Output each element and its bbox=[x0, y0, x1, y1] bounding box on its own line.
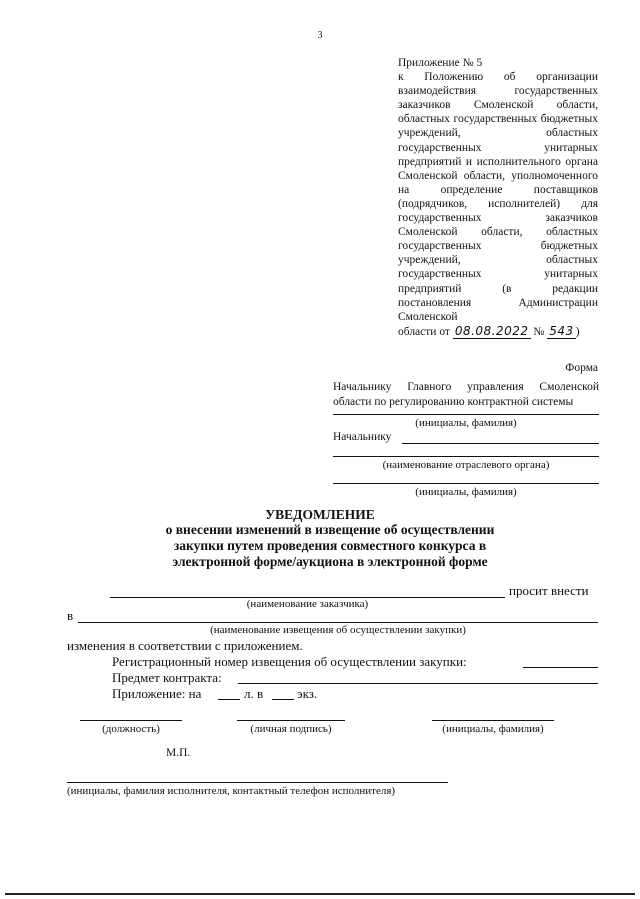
addressee-initials-line bbox=[333, 414, 599, 415]
attachment-pages-line bbox=[218, 699, 240, 700]
notice-subtitle-line-2: закупки путем проведения совместного конкурса в bbox=[173, 538, 487, 553]
caption-initials-2: (инициалы, фамилия) bbox=[415, 486, 517, 498]
addressee-head: Начальнику Главного управления Смоленской области по регулированию контрактной системы bbox=[333, 381, 599, 408]
notice-subtitle-line-3: электронной форме/аукциона в электронной форме bbox=[172, 554, 488, 569]
handwritten-number: 543 bbox=[549, 323, 574, 338]
appendix-close-paren: ) bbox=[575, 325, 580, 338]
in-text: в bbox=[67, 608, 74, 623]
appendix-text: к Положению об организации взаимодействия государственных заказчиков Смоленской области, областных государственных бюджетных учреждений, областных государственных унитарных предприятий и исполнительного органа Смоленской области, уполномоченного на определение поставщиков (подрядчиков, исполнителей) для государственных заказчиков Смоленской области, областных государственных бюджетных учреждений, областных государственных унитарных предприятий (в редакции постановления Администрации Смоленской bbox=[398, 71, 598, 323]
caption-customer: (наименование заказчика) bbox=[246, 598, 369, 610]
notice-name-line bbox=[78, 622, 598, 623]
stamp-label: М.П. bbox=[166, 747, 191, 759]
reg-number-line bbox=[523, 667, 598, 668]
addressee-initials-line-2 bbox=[333, 483, 599, 484]
attachment-copies-line bbox=[272, 699, 294, 700]
caption-notice: (наименование извещения об осуществлении закупки) bbox=[210, 624, 466, 636]
appendix-title: Приложение № 5 bbox=[398, 57, 483, 69]
caption-initials-1: (инициалы, фамилия) bbox=[415, 417, 517, 429]
organ-line bbox=[333, 456, 599, 457]
notice-subtitle-line-1: о внесении изменений в извещение об осуществлении bbox=[165, 522, 495, 537]
page-number: 3 bbox=[317, 30, 323, 41]
reg-number-label: Регистрационный номер извещения об осуществлении закупки: bbox=[112, 654, 467, 669]
appendix-block bbox=[398, 56, 598, 339]
attachment-label-a: Приложение: на bbox=[112, 686, 202, 701]
sign-initials-line bbox=[432, 720, 554, 721]
appendix-date-prefix: области от bbox=[398, 325, 450, 338]
caption-position: (должность) bbox=[102, 723, 160, 735]
attachment-label-b: л. в bbox=[244, 686, 264, 701]
page-bottom-edge bbox=[5, 893, 635, 895]
notice-subtitle bbox=[40, 522, 620, 570]
head-of-label: Начальнику bbox=[333, 431, 392, 443]
subject-line bbox=[238, 683, 598, 684]
signature-line bbox=[237, 720, 345, 721]
head-of-line bbox=[402, 443, 599, 444]
handwritten-date: 08.08.2022 bbox=[454, 323, 529, 338]
appendix-last-line bbox=[398, 323, 580, 338]
subject-label: Предмет контракта: bbox=[112, 670, 222, 685]
caption-organ: (наименование отраслевого органа) bbox=[382, 459, 550, 471]
asks-text: просит внести bbox=[509, 583, 589, 598]
caption-signature: (личная подпись) bbox=[250, 723, 332, 735]
caption-executor: (инициалы, фамилия исполнителя, контактный телефон исполнителя) bbox=[67, 785, 396, 797]
changes-text: изменения в соответствии с приложением. bbox=[67, 638, 303, 653]
appendix-number-label: № bbox=[533, 325, 545, 338]
position-line bbox=[80, 720, 182, 721]
executor-line bbox=[67, 782, 448, 783]
caption-sign-initials: (инициалы, фамилия) bbox=[442, 723, 544, 735]
attachment-label-c: экз. bbox=[297, 686, 318, 701]
notice-title: УВЕДОМЛЕНИЕ bbox=[265, 507, 375, 522]
form-label: Форма bbox=[565, 362, 598, 374]
